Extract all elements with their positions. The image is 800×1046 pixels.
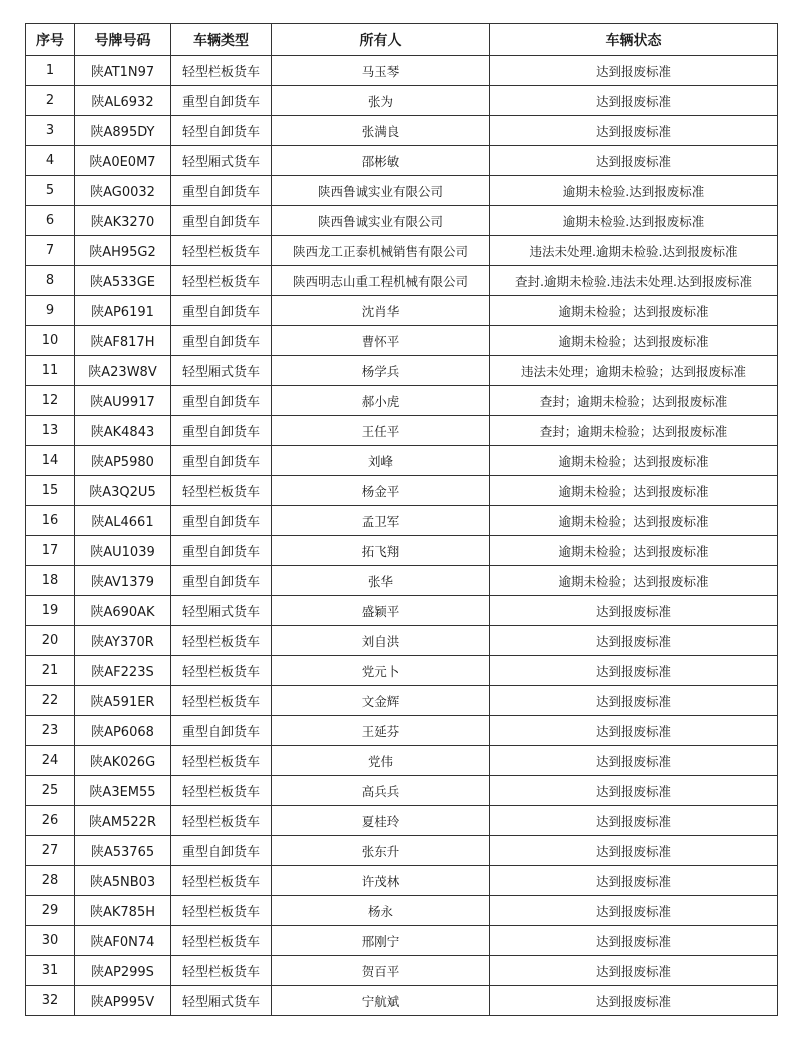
cell-no: 22	[26, 686, 75, 716]
cell-type: 重型自卸货车	[171, 416, 272, 446]
table-row	[26, 836, 778, 866]
cell-plate: 陕AH95G2	[75, 236, 171, 266]
header-no: 序号	[26, 24, 75, 56]
cell-status: 逾期未检验；达到报废标准	[490, 536, 778, 566]
cell-status: 逾期未检验；达到报废标准	[490, 476, 778, 506]
cell-type: 重型自卸货车	[171, 176, 272, 206]
cell-owner: 郝小虎	[272, 386, 490, 416]
table-row	[26, 296, 778, 326]
cell-owner: 杨永	[272, 896, 490, 926]
cell-plate: 陕AM522R	[75, 806, 171, 836]
table-header	[26, 24, 778, 56]
cell-plate: 陕AP6068	[75, 716, 171, 746]
table-row	[26, 206, 778, 236]
cell-status: 达到报废标准	[490, 116, 778, 146]
table-body	[26, 56, 778, 1016]
table-row	[26, 146, 778, 176]
cell-no: 26	[26, 806, 75, 836]
vehicle-table	[25, 23, 778, 1016]
cell-plate: 陕AK4843	[75, 416, 171, 446]
cell-type: 轻型厢式货车	[171, 986, 272, 1016]
table-row	[26, 896, 778, 926]
cell-plate: 陕A533GE	[75, 266, 171, 296]
cell-status: 达到报废标准	[490, 986, 778, 1016]
cell-owner: 夏桂玲	[272, 806, 490, 836]
cell-no: 2	[26, 86, 75, 116]
table-row	[26, 776, 778, 806]
cell-status: 逾期未检验；达到报废标准	[490, 446, 778, 476]
cell-plate: 陕AP995V	[75, 986, 171, 1016]
table-row	[26, 266, 778, 296]
cell-plate: 陕AL6932	[75, 86, 171, 116]
cell-plate: 陕A895DY	[75, 116, 171, 146]
cell-status: 逾期未检验；达到报废标准	[490, 296, 778, 326]
cell-no: 17	[26, 536, 75, 566]
cell-no: 21	[26, 656, 75, 686]
cell-status: 达到报废标准	[490, 146, 778, 176]
cell-no: 25	[26, 776, 75, 806]
cell-owner: 党伟	[272, 746, 490, 776]
cell-plate: 陕AL4661	[75, 506, 171, 536]
cell-status: 查封；逾期未检验；达到报废标准	[490, 416, 778, 446]
cell-plate: 陕AU1039	[75, 536, 171, 566]
cell-plate: 陕AY370R	[75, 626, 171, 656]
cell-owner: 刘峰	[272, 446, 490, 476]
cell-owner: 杨金平	[272, 476, 490, 506]
cell-owner: 宁航斌	[272, 986, 490, 1016]
cell-status: 达到报废标准	[490, 656, 778, 686]
table-row	[26, 566, 778, 596]
cell-type: 轻型栏板货车	[171, 776, 272, 806]
cell-plate: 陕AP5980	[75, 446, 171, 476]
table-row	[26, 356, 778, 386]
cell-status: 达到报废标准	[490, 746, 778, 776]
cell-type: 轻型厢式货车	[171, 596, 272, 626]
cell-type: 轻型栏板货车	[171, 866, 272, 896]
cell-status: 违法未处理；逾期未检验；达到报废标准	[490, 356, 778, 386]
table-row	[26, 86, 778, 116]
table-row	[26, 986, 778, 1016]
cell-status: 查封；逾期未检验；达到报废标准	[490, 386, 778, 416]
cell-owner: 王延芬	[272, 716, 490, 746]
cell-type: 重型自卸货车	[171, 206, 272, 236]
cell-no: 23	[26, 716, 75, 746]
cell-type: 轻型栏板货车	[171, 656, 272, 686]
cell-type: 轻型栏板货车	[171, 476, 272, 506]
cell-owner: 张华	[272, 566, 490, 596]
cell-type: 轻型自卸货车	[171, 116, 272, 146]
cell-no: 4	[26, 146, 75, 176]
cell-status: 达到报废标准	[490, 836, 778, 866]
cell-type: 轻型栏板货车	[171, 896, 272, 926]
cell-plate: 陕A53765	[75, 836, 171, 866]
cell-type: 重型自卸货车	[171, 836, 272, 866]
cell-owner: 陕西龙工正泰机械销售有限公司	[272, 236, 490, 266]
cell-owner: 党元卜	[272, 656, 490, 686]
cell-owner: 贺百平	[272, 956, 490, 986]
table-row	[26, 866, 778, 896]
cell-status: 达到报废标准	[490, 866, 778, 896]
cell-plate: 陕AV1379	[75, 566, 171, 596]
cell-status: 逾期未检验.达到报废标准	[490, 206, 778, 236]
table-row	[26, 56, 778, 86]
cell-plate: 陕A690AK	[75, 596, 171, 626]
cell-no: 7	[26, 236, 75, 266]
cell-owner: 陕西明志山重工程机械有限公司	[272, 266, 490, 296]
cell-type: 重型自卸货车	[171, 296, 272, 326]
table-row	[26, 686, 778, 716]
cell-owner: 曹怀平	[272, 326, 490, 356]
cell-status: 达到报废标准	[490, 626, 778, 656]
cell-type: 重型自卸货车	[171, 326, 272, 356]
table-row	[26, 386, 778, 416]
cell-owner: 陕西鲁诚实业有限公司	[272, 206, 490, 236]
cell-plate: 陕AF0N74	[75, 926, 171, 956]
cell-owner: 拓飞翔	[272, 536, 490, 566]
cell-plate: 陕AK3270	[75, 206, 171, 236]
cell-type: 重型自卸货车	[171, 386, 272, 416]
cell-no: 32	[26, 986, 75, 1016]
cell-no: 19	[26, 596, 75, 626]
cell-no: 3	[26, 116, 75, 146]
cell-plate: 陕AK785H	[75, 896, 171, 926]
cell-no: 28	[26, 866, 75, 896]
cell-no: 27	[26, 836, 75, 866]
table-row	[26, 806, 778, 836]
cell-status: 达到报废标准	[490, 896, 778, 926]
table-row	[26, 956, 778, 986]
cell-no: 16	[26, 506, 75, 536]
cell-type: 轻型栏板货车	[171, 56, 272, 86]
cell-plate: 陕A5NB03	[75, 866, 171, 896]
header-row	[26, 24, 778, 56]
table-row	[26, 326, 778, 356]
cell-no: 18	[26, 566, 75, 596]
table-row	[26, 176, 778, 206]
cell-plate: 陕AF817H	[75, 326, 171, 356]
cell-plate: 陕A0E0M7	[75, 146, 171, 176]
cell-no: 6	[26, 206, 75, 236]
cell-no: 13	[26, 416, 75, 446]
cell-type: 轻型栏板货车	[171, 806, 272, 836]
cell-plate: 陕AG0032	[75, 176, 171, 206]
cell-status: 达到报废标准	[490, 776, 778, 806]
cell-owner: 邢刚宁	[272, 926, 490, 956]
table-row	[26, 926, 778, 956]
cell-status: 逾期未检验；达到报废标准	[490, 566, 778, 596]
cell-type: 重型自卸货车	[171, 566, 272, 596]
header-status: 车辆状态	[490, 24, 778, 56]
cell-type: 轻型栏板货车	[171, 266, 272, 296]
table-row	[26, 716, 778, 746]
table-row	[26, 116, 778, 146]
cell-plate: 陕A591ER	[75, 686, 171, 716]
table-row	[26, 746, 778, 776]
cell-status: 达到报废标准	[490, 806, 778, 836]
cell-owner: 张东升	[272, 836, 490, 866]
cell-status: 达到报废标准	[490, 86, 778, 116]
cell-owner: 张满良	[272, 116, 490, 146]
cell-type: 轻型栏板货车	[171, 926, 272, 956]
cell-owner: 陕西鲁诚实业有限公司	[272, 176, 490, 206]
cell-no: 1	[26, 56, 75, 86]
cell-owner: 孟卫军	[272, 506, 490, 536]
table-row	[26, 656, 778, 686]
table-row	[26, 476, 778, 506]
cell-status: 逾期未检验.达到报废标准	[490, 176, 778, 206]
table-row	[26, 596, 778, 626]
cell-type: 轻型栏板货车	[171, 956, 272, 986]
cell-plate: 陕AP6191	[75, 296, 171, 326]
cell-no: 15	[26, 476, 75, 506]
cell-no: 5	[26, 176, 75, 206]
cell-type: 轻型栏板货车	[171, 236, 272, 266]
cell-no: 9	[26, 296, 75, 326]
header-plate: 号牌号码	[75, 24, 171, 56]
cell-plate: 陕AF223S	[75, 656, 171, 686]
table-row	[26, 236, 778, 266]
cell-owner: 张为	[272, 86, 490, 116]
cell-plate: 陕A3EM55	[75, 776, 171, 806]
cell-no: 20	[26, 626, 75, 656]
cell-no: 12	[26, 386, 75, 416]
cell-plate: 陕AT1N97	[75, 56, 171, 86]
cell-owner: 高兵兵	[272, 776, 490, 806]
cell-owner: 盛颖平	[272, 596, 490, 626]
cell-type: 轻型栏板货车	[171, 686, 272, 716]
cell-owner: 杨学兵	[272, 356, 490, 386]
cell-type: 轻型厢式货车	[171, 146, 272, 176]
cell-status: 达到报废标准	[490, 956, 778, 986]
table-row	[26, 626, 778, 656]
cell-no: 29	[26, 896, 75, 926]
cell-status: 达到报废标准	[490, 716, 778, 746]
table-row	[26, 536, 778, 566]
cell-status: 达到报废标准	[490, 56, 778, 86]
cell-plate: 陕AP299S	[75, 956, 171, 986]
cell-status: 达到报废标准	[490, 686, 778, 716]
cell-status: 违法未处理.逾期未检验.达到报废标准	[490, 236, 778, 266]
cell-type: 轻型厢式货车	[171, 356, 272, 386]
cell-owner: 文金辉	[272, 686, 490, 716]
cell-owner: 许茂林	[272, 866, 490, 896]
cell-owner: 沈肖华	[272, 296, 490, 326]
header-type: 车辆类型	[171, 24, 272, 56]
cell-status: 逾期未检验；达到报废标准	[490, 506, 778, 536]
cell-no: 31	[26, 956, 75, 986]
cell-status: 达到报废标准	[490, 596, 778, 626]
cell-plate: 陕AU9917	[75, 386, 171, 416]
table-row	[26, 416, 778, 446]
table-row	[26, 506, 778, 536]
cell-owner: 邵彬敏	[272, 146, 490, 176]
cell-type: 重型自卸货车	[171, 536, 272, 566]
cell-owner: 王任平	[272, 416, 490, 446]
cell-plate: 陕A3Q2U5	[75, 476, 171, 506]
cell-owner: 马玉琴	[272, 56, 490, 86]
cell-type: 轻型栏板货车	[171, 746, 272, 776]
cell-type: 重型自卸货车	[171, 446, 272, 476]
cell-type: 轻型栏板货车	[171, 626, 272, 656]
cell-status: 逾期未检验；达到报废标准	[490, 326, 778, 356]
cell-owner: 刘自洪	[272, 626, 490, 656]
cell-status: 达到报废标准	[490, 926, 778, 956]
cell-no: 14	[26, 446, 75, 476]
cell-no: 30	[26, 926, 75, 956]
cell-no: 10	[26, 326, 75, 356]
cell-no: 8	[26, 266, 75, 296]
cell-plate: 陕AK026G	[75, 746, 171, 776]
cell-type: 重型自卸货车	[171, 506, 272, 536]
header-owner: 所有人	[272, 24, 490, 56]
cell-no: 11	[26, 356, 75, 386]
cell-type: 重型自卸货车	[171, 716, 272, 746]
cell-status: 查封.逾期未检验.违法未处理.达到报废标准	[490, 266, 778, 296]
cell-plate: 陕A23W8V	[75, 356, 171, 386]
table-row	[26, 446, 778, 476]
cell-no: 24	[26, 746, 75, 776]
cell-type: 重型自卸货车	[171, 86, 272, 116]
